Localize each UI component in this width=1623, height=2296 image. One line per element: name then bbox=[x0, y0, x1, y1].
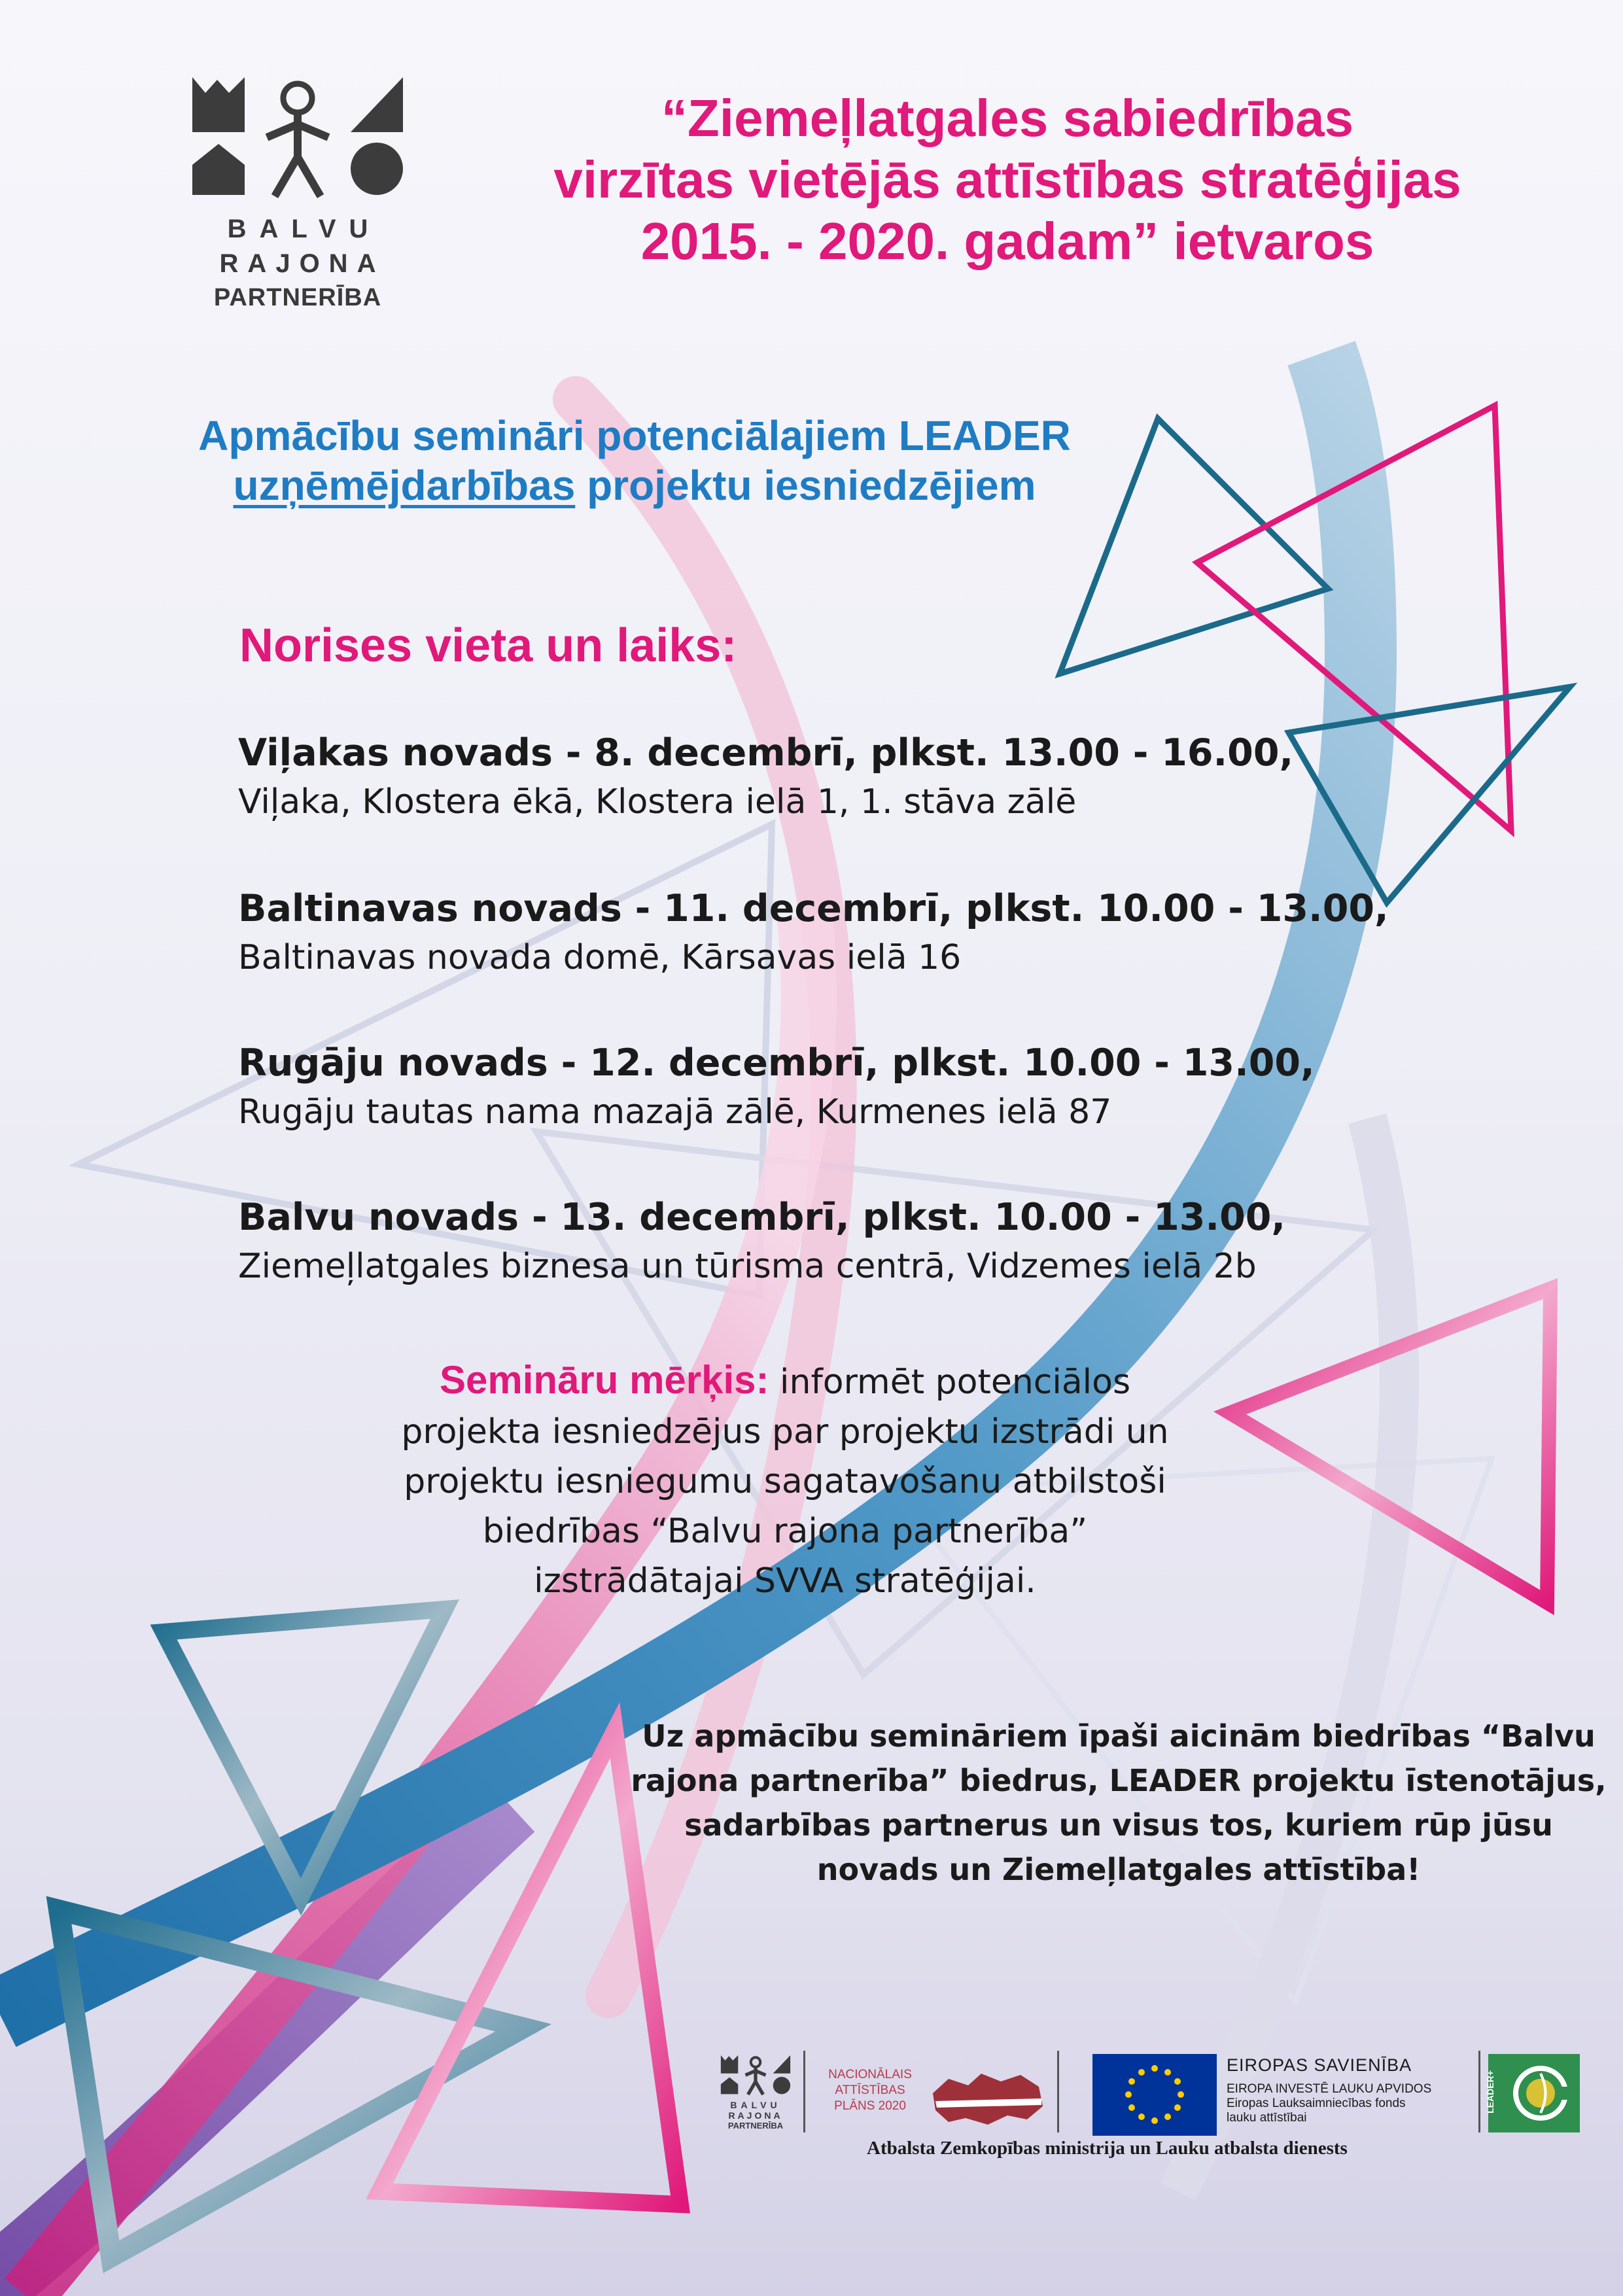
event-place: Ziemeļlatgales biznesa un tūrisma centrā, Vidzemes ielā 2b bbox=[238, 1247, 1257, 1286]
event-item bbox=[238, 887, 1546, 1041]
goals-line-2: projekta iesniedzējus par projektu izstrādi un bbox=[401, 1412, 1169, 1452]
nap-line-2: ATTĪSTĪBAS bbox=[835, 2083, 905, 2097]
eu-line-1: EIROPA INVESTĒ LAUKU APVIDOS bbox=[1227, 2082, 1432, 2096]
goals-line-5: izstrādātajai SVVA stratēģijai. bbox=[534, 1561, 1036, 1601]
subtitle-line-2-rest: projektu iesniedzējiem bbox=[575, 462, 1036, 509]
organization-logo bbox=[190, 73, 406, 328]
subtitle-line-1: Apmācību semināri potenciālajiem LEADER bbox=[198, 412, 1071, 459]
partnership-logo-icon bbox=[190, 73, 406, 204]
footer-divider bbox=[803, 2051, 805, 2132]
invitation-line-3: sadarbības partnerus un visus tos, kuriem rūp jūsu bbox=[684, 1807, 1553, 1843]
footer-logos bbox=[713, 2041, 1603, 2172]
leader-mark: LEADER+ bbox=[1484, 2070, 1495, 2113]
footer-partnership-logo bbox=[720, 2054, 798, 2131]
event-place: Rugāju tautas nama mazajā zālē, Kurmenes ielā 87 bbox=[238, 1092, 1112, 1132]
footer-logo-line-1: BALVU bbox=[730, 2100, 781, 2110]
event-heading: Balvu novads - 13. decembrī, plkst. 10.00 - 13.00, bbox=[238, 1196, 1286, 1239]
title-line-2: virzītas vietējās attīstības stratēģijas bbox=[553, 150, 1461, 209]
page-title bbox=[425, 88, 1590, 272]
venue-time-heading: Norises vieta un laiks: bbox=[239, 619, 737, 672]
title-line-1: “Ziemeļlatgales sabiedrības bbox=[661, 89, 1354, 147]
support-statement: Atbalsta Zemkopības ministrija un Lauku atbalsta dienests bbox=[867, 2138, 1348, 2159]
footer-logo-line-3: PARTNERĪBA bbox=[727, 2121, 784, 2131]
goals-label: Semināru mērķis: bbox=[439, 1358, 769, 1402]
event-heading: Rugāju novads - 12. decembrī, plkst. 10.00 - 13.00, bbox=[238, 1041, 1315, 1085]
title-line-3: 2015. - 2020. gadam” ietvaros bbox=[640, 212, 1374, 270]
event-heading: Baltinavas novads - 11. decembrī, plkst. 10.00 - 13.00, bbox=[238, 887, 1389, 930]
eu-title: EIROPAS SAVIENĪBA bbox=[1227, 2055, 1412, 2075]
leader-logo bbox=[1484, 2054, 1580, 2132]
goals-line-3: projektu iesniegumu sagatavošanu atbilstoši bbox=[404, 1462, 1166, 1501]
footer-divider bbox=[1478, 2051, 1480, 2132]
event-place: Viļaka, Klostera ēkā, Klostera ielā 1, 1. stāva zālē bbox=[238, 782, 1077, 822]
subtitle-line-2 bbox=[79, 461, 1191, 510]
logo-line-2: RAJONA bbox=[219, 249, 385, 278]
leader-emblem-icon bbox=[1508, 2061, 1573, 2126]
invitation-line-2: rajona partnerība” biedrus, LEADER projektu īstenotājus, bbox=[631, 1763, 1607, 1798]
partnership-logo-small-icon bbox=[720, 2054, 792, 2097]
goals-line-1-text: informēt potenciālos bbox=[769, 1363, 1131, 1402]
nap-line-3: PLĀNS 2020 bbox=[834, 2099, 906, 2113]
subtitle bbox=[79, 411, 1191, 510]
seminar-goals bbox=[275, 1355, 1295, 1606]
logo-line-1: BALVU bbox=[227, 215, 381, 243]
logo-line-3: PARTNERĪBA bbox=[213, 284, 382, 311]
event-item bbox=[238, 1196, 1546, 1286]
invitation-text bbox=[628, 1714, 1609, 1892]
eu-text bbox=[1227, 2055, 1501, 2125]
eu-line-2: Eiropas Lauksaimniecības fonds bbox=[1227, 2096, 1406, 2110]
latvia-map-icon bbox=[929, 2067, 1047, 2130]
nap-line-1: NACIONĀLAIS bbox=[828, 2068, 912, 2081]
subtitle-underlined-word: uzņēmējdarbības bbox=[233, 462, 576, 509]
event-list bbox=[238, 731, 1546, 1286]
invitation-line-1: Uz apmācību semināriem īpaši aicinām biedrības “Balvu bbox=[642, 1718, 1596, 1754]
event-heading: Viļakas novads - 8. decembrī, plkst. 13.00 - 16.00, bbox=[238, 731, 1294, 774]
eu-stars-icon bbox=[1092, 2054, 1217, 2136]
event-item bbox=[238, 1041, 1546, 1196]
goals-line-1 bbox=[275, 1355, 1295, 1407]
event-place: Baltinavas novada domē, Kārsavas ielā 16 bbox=[238, 938, 962, 977]
event-item bbox=[238, 731, 1546, 887]
eu-line-3: lauku attīstībai bbox=[1227, 2111, 1307, 2125]
eu-flag bbox=[1092, 2054, 1217, 2136]
footer-divider bbox=[1057, 2051, 1059, 2132]
national-development-plan-logo bbox=[818, 2067, 922, 2114]
invitation-line-4: novads un Ziemeļlatgales attīstība! bbox=[816, 1852, 1421, 1887]
footer-logo-line-2: RAJONA bbox=[728, 2110, 783, 2121]
goals-line-4: biedrības “Balvu rajona partnerība” bbox=[482, 1512, 1088, 1551]
